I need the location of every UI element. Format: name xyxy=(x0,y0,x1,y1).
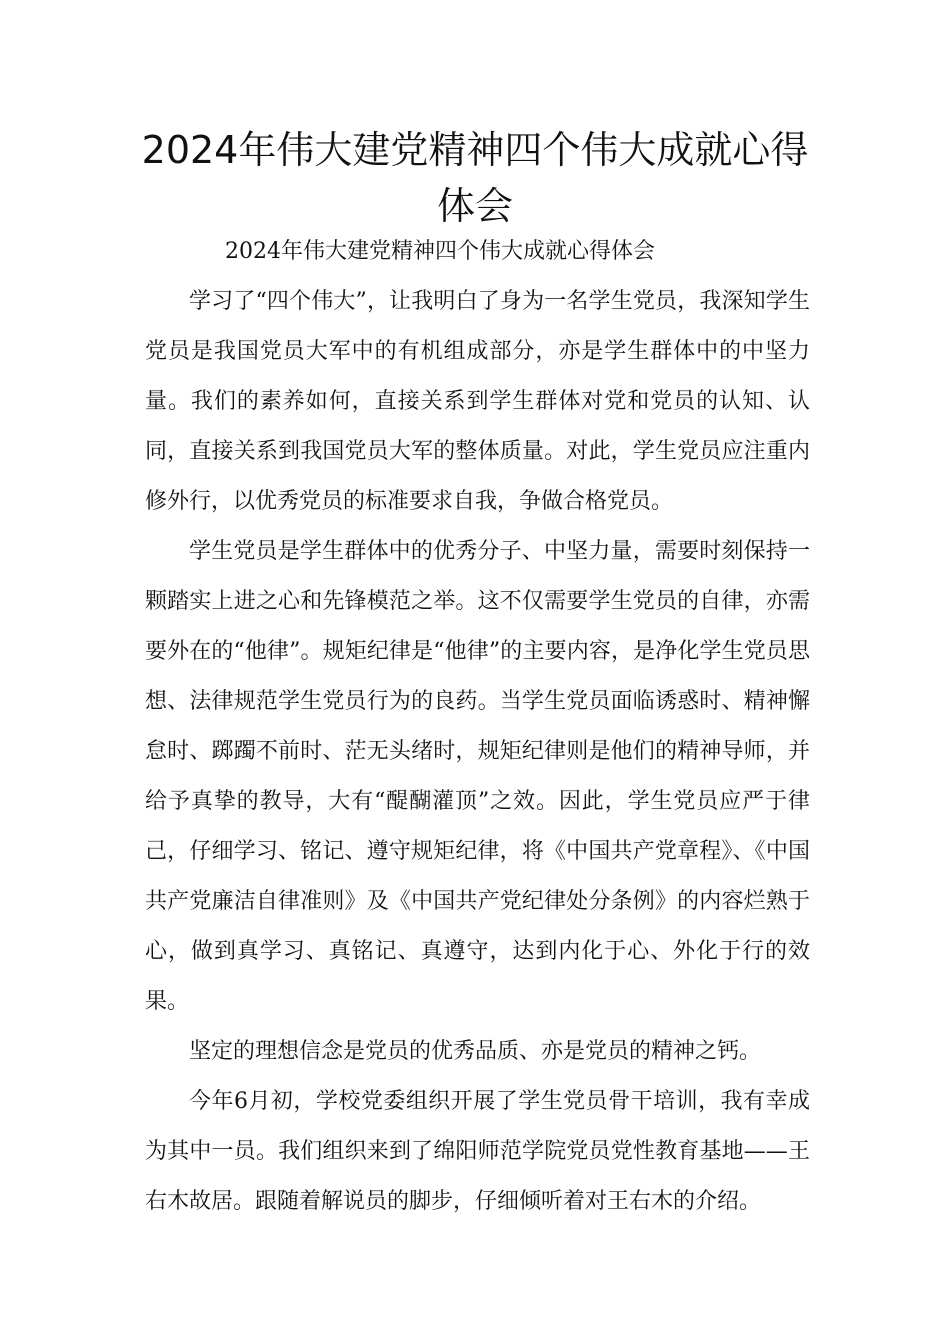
paragraph: 学习了“四个伟大”，让我明白了身为一名学生党员，我深知学生党员是我国党员大军中的有机组成部分，亦是学生群体中的中坚力量。我们的素养如何，直接关系到学生群体对党和党员的认知、认同，直接关系到我国党员大军的整体质量。对此，学生党员应注重内修外行，以优秀党员的标准要求自我，争做合格党员。 xyxy=(145,289,810,514)
paragraph: 坚定的理想信念是党员的优秀品质、亦是党员的精神之钙。 xyxy=(189,1039,762,1064)
document-title: 2024年伟大建党精神四个伟大成就心得体会 xyxy=(141,128,809,228)
document-subtitle: 2024年伟大建党精神四个伟大成就心得体会 xyxy=(225,239,655,264)
document-body xyxy=(145,227,810,1227)
paragraph: 今年6月初，学校党委组织开展了学生党员骨干培训，我有幸成为其中一员。我们组织来到了绵阳师范学院党员党性教育基地——王右木故居。跟随着解说员的脚步，仔细倾听着对王右木的介绍。 xyxy=(145,1089,810,1214)
paragraph: 学生党员是学生群体中的优秀分子、中坚力量，需要时刻保持一颗踏实上进之心和先锋模范之举。这不仅需要学生党员的自律，亦需要外在的“他律”。规矩纪律是“他律”的主要内容，是净化学生党员思想、法律规范学生党员行为的良药。当学生党员面临诱惑时、精神懈怠时、踯躅不前时、茫无头绪时，规矩纪律则是他们的精神导师，并给予真挚的教导，大有“醍醐灌顶”之效。因此，学生党员应严于律己，仔细学习、铭记、遵守规矩纪律，将《中国共产党章程》、《中国共产党廉洁自律准则》及《中国共产党纪律处分条例》的内容烂熟于心，做到真学习、真铭记、真遵守，达到内化于心、外化于行的效果。 xyxy=(145,539,810,1014)
